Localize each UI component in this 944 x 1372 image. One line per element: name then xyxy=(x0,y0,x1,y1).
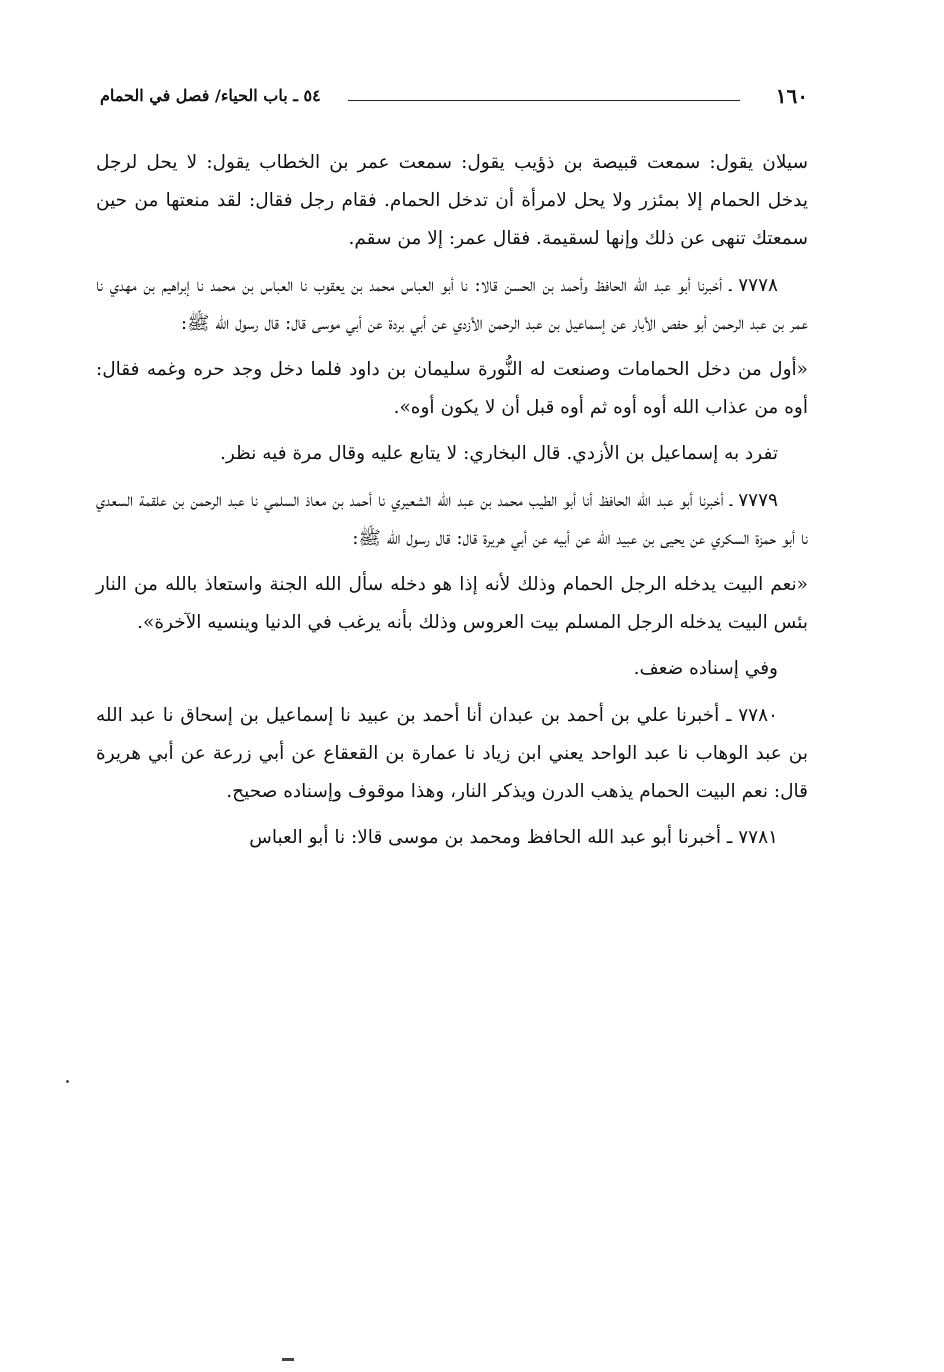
hadith-7778-paragraph: ٧٧٧٨ ـ أخبرنا أبو عبد الله الحافظ وأحمد بن الحسن قالا: نا أبو العباس محمد بن يعقوب نا العباس بن محمد نا إبراهيم بن مهدي نا عمر بن عبد الرحمن أبو حفص الأبار عن إسماعيل بن عبد الرحمن الأزدي عن أبي بردة عن أبي موسى قال: قال رسول الله ﷺ: xyxy=(96,274,808,334)
hadith-7780-paragraph: ٧٧٨٠ ـ أخبرنا علي بن أحمد بن عبدان أنا أحمد بن عبيد نا إسماعيل بن إسحاق نا عبد الله بن عبد الوهاب نا عبد الواحد يعني ابن زياد نا عمارة بن القعقاع عن أبي زرعة عن أبي هريرة قال: نعم البيت الحمام يذهب الدرن ويذكر النار، وهذا موقوف وإسناده صحيح. xyxy=(96,704,808,803)
running-title: ٥٤ ـ باب الحياء/ فصل في الحمام xyxy=(100,86,321,105)
commentary-paragraph: وفي إسناده ضعف. xyxy=(633,658,778,680)
page-number: ١٦٠ xyxy=(775,84,808,108)
hadith-quote-paragraph: «نعم البيت يدخله الرجل الحمام وذلك لأنه إذا هو دخله سأل الله الجنة واستعاذ بالله من النار بئس البيت يدخله الرجل المسلم بيت العروس وذلك بأنه يرغب في الدنيا وينسيه الآخرة». xyxy=(96,574,808,634)
commentary-paragraph: تفرد به إسماعيل بن الأزدي. قال البخاري: لا يتابع عليه وقال مرة فيه نظر. xyxy=(219,443,778,465)
hadith-7779-paragraph: ٧٧٧٩ ـ أخبرنا أبو عبد الله الحافظ أنا أبو الطيب محمد بن عبد الله الشعيري نا أحمد بن معاذ السلمي نا عبد الرحمن بن علقمة السعدي نا أبو حمزة السكري عن يحيى بن عبيد الله عن أبيه عن أبي هريرة قال: قال رسول الله ﷺ: xyxy=(96,489,808,549)
scan-speck xyxy=(66,1080,69,1083)
hadith-7781-paragraph: ٧٧٨١ ـ أخبرنا أبو عبد الله الحافظ ومحمد بن موسى قالا: نا أبو العباس xyxy=(249,827,778,849)
hadith-quote-paragraph: «أول من دخل الحمامات وصنعت له النُّورة سليمان بن داود فلما دخل وجد حره وغمه فقال: أوه من عذاب الله أوه أوه ثم أوه قبل أن لا يكون أوه». xyxy=(96,359,808,419)
header-rule xyxy=(348,100,740,101)
scan-mark xyxy=(282,1358,294,1361)
body-text xyxy=(96,144,808,865)
page-header xyxy=(100,82,808,118)
paragraph: سيلان يقول: سمعت قبيصة بن ذؤيب يقول: سمعت عمر بن الخطاب يقول: لا يحل لرجل يدخل الحمام إلا بمئزر ولا يحل لامرأة أن تدخل الحمام. فقام رجل فقال: لقد منعتها من حين سمعتك تنهى عن ذلك وإنها لسقيمة. فقال عمر: إلا من سقم. xyxy=(96,152,808,250)
